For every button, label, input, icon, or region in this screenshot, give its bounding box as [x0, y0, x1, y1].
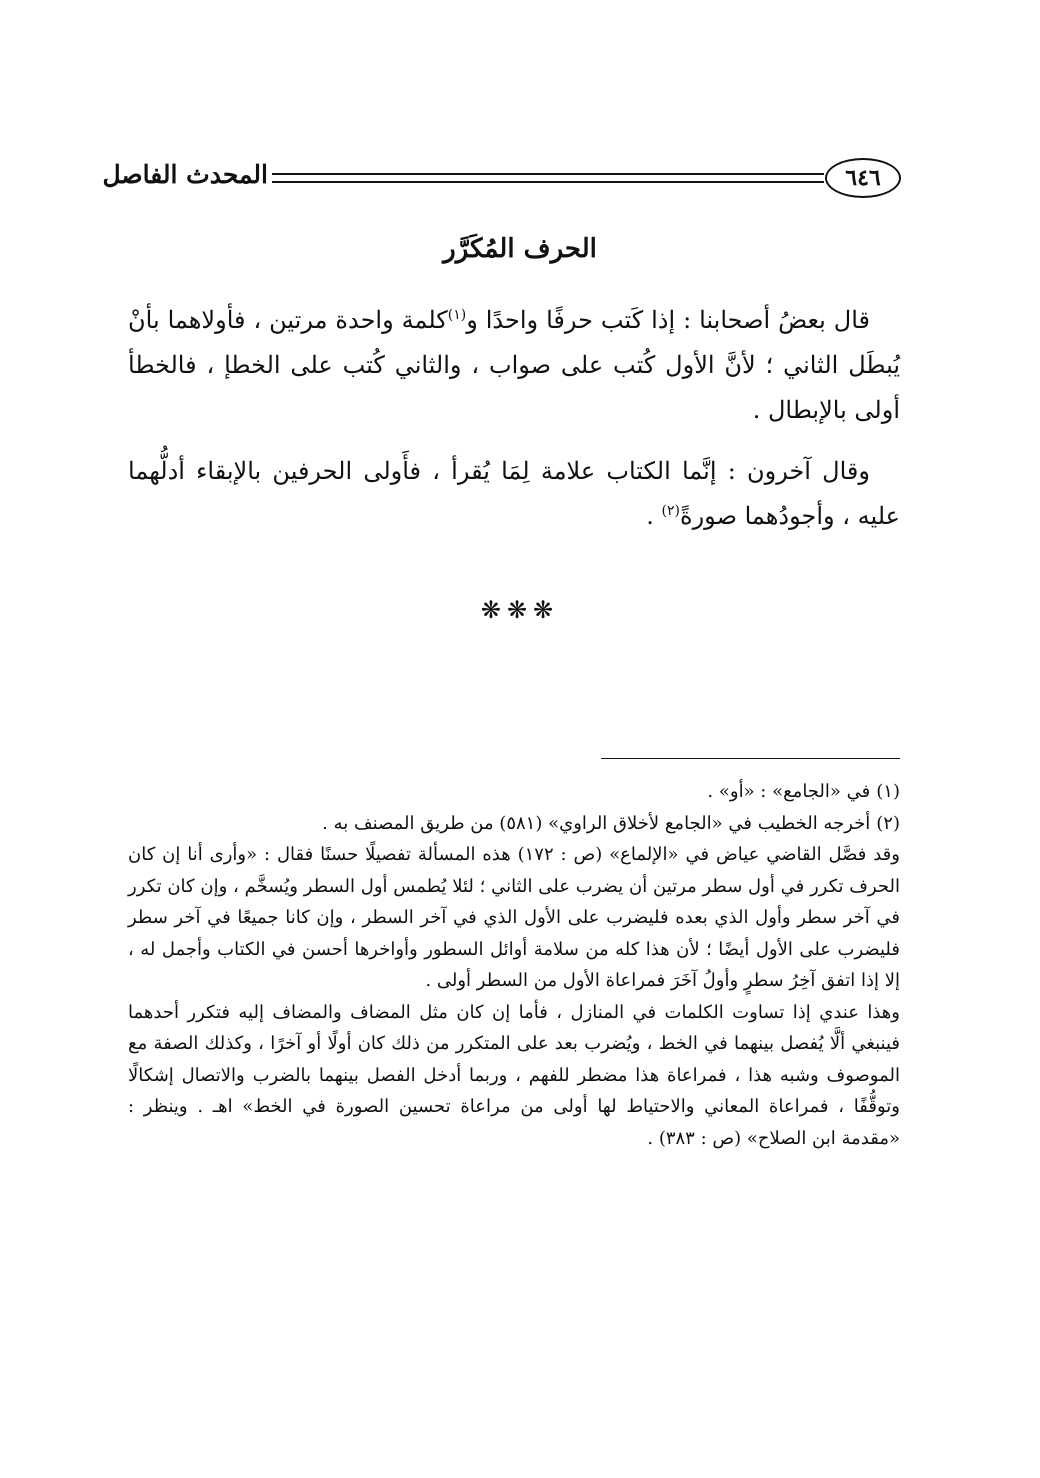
footnotes [128, 776, 900, 1154]
header-double-rule [272, 173, 824, 183]
section-heading: الحرف المُكَرَّر [443, 234, 597, 264]
section-separator: ❋❋❋ [480, 596, 560, 624]
footnote-ref-1: (١) [447, 307, 467, 323]
footnote-1-text: في «الجامع» : «أو» . [707, 781, 871, 802]
page-number-text: ٦٤٦ [845, 165, 881, 191]
footnote-2-text: أخرجه الخطيب في «الجامع لأخلاق الراوي» (٥٨١) من طريق المصنف به . [322, 812, 871, 834]
paragraph-1-part-a: قال بعضُ أصحابنا : إذا كَتب حرفًا واحدًا و [466, 306, 870, 334]
footnote-rule [601, 758, 900, 759]
paragraph-2 [128, 449, 900, 539]
running-title: المحدث الفاصل [102, 160, 268, 189]
paragraph-1 [128, 298, 900, 433]
footnote-1-number: (١) [876, 781, 900, 802]
footnote-2-paragraph-1: وقد فصَّل القاضي عياض في «الإلماع» (ص : ١٧٢) هذه المسألة تفصيلًا حسنًا فقال : «وأرى أنا إن كان الحرف تكرر في أول سطر مرتين أن يضرب على الثاني ؛ لئلا يُطمس أول السطر ويُسخَّم ، وإن كان تكرر في آخر سطر وأول الذي بعده فليضرب على الأول الذي في آخر السطر ، وإن كانا جميعًا في آخر سطر فليضرب على الأول أيضًا ؛ لأن هذا كله من سلامة أوائل السطور وأواخرها أحسن في الكتاب وأجمل له ، إلا إذا اتفق آخِرُ سطرٍ وأولُ آخَرَ فمراعاة الأول من السطر أولى . [128, 844, 900, 991]
paragraph-1-part-b: كلمة واحدة مرتين ، فأولاهما بأنْ يُبطَل الثاني ؛ لأنَّ الأول كُتب على صواب ، والثاني كُتب على الخطإ ، فالخطأ أولى بالإبطال . [128, 306, 900, 424]
paragraph-2-part-a: وقال آخرون : إنَّما الكتاب علامة لِمَا يُقرأ ، فأَولى الحرفين بالإبقاء أدلُّهما عليه ، وأجودُهما صورةً [128, 457, 900, 530]
footnote-ref-2: (٢) [661, 503, 681, 519]
footnote-2 [128, 808, 900, 840]
footnote-2-number: (٢) [876, 812, 900, 834]
footnote-2-paragraph-2: وهذا عندي إذا تساوت الكلمات في المنازل ، فأما إن كان مثل المضاف والمضاف إليه فتكرر أحدهما فينبغي ألَّا يُفصل بينهما في الخط ، ويُضرب بعد على المتكرر من ذلك كان أولًا أو آخرًا ، وكذلك الصفة مع الموصوف وشبه هذا ، فمراعاة هذا مضطر للفهم ، وربما أدخل الفصل بينهما بالضرب والاتصال إشكالًا وتوقُّفًا ، فمراعاة المعاني والاحتياط لها أولى من مراعاة تحسين الصورة في الخط» اهـ . وينظر : «مقدمة ابن الصلاح» (ص : ٣٨٣) . [128, 1001, 900, 1149]
paragraph-2-part-b: . [646, 502, 662, 530]
main-text [128, 298, 900, 555]
page-number [825, 158, 901, 198]
footnote-1 [128, 776, 900, 808]
